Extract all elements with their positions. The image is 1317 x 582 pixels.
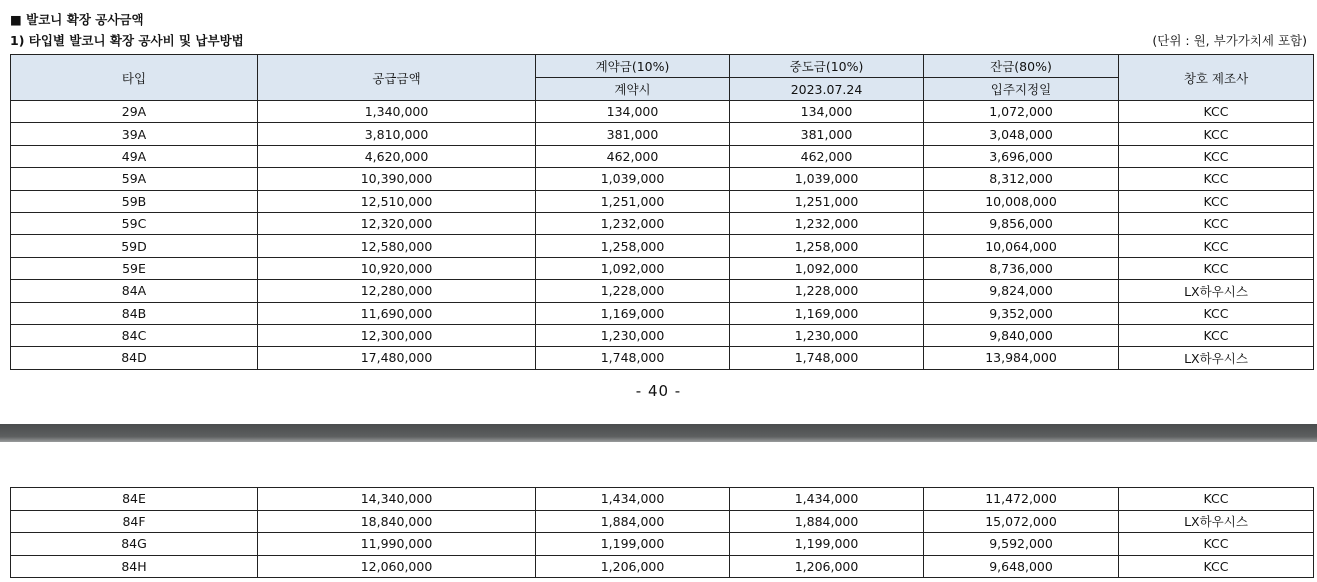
cell-maker: LX하우시스 — [1119, 510, 1314, 533]
cell-maker: KCC — [1119, 555, 1314, 578]
cell-contract: 1,199,000 — [536, 533, 730, 556]
cell-contract: 1,258,000 — [536, 235, 730, 257]
cell-balance: 11,472,000 — [924, 488, 1119, 511]
unit-note: (단위 : 원, 부가가치세 포함) — [1152, 33, 1307, 48]
cell-maker: LX하우시스 — [1119, 347, 1314, 369]
cell-middle: 1,169,000 — [730, 302, 924, 324]
header-contract-sub: 계약시 — [536, 78, 730, 101]
cell-balance: 9,824,000 — [924, 280, 1119, 302]
cell-type: 59E — [11, 257, 258, 279]
header-balance-sub: 입주지정일 — [924, 78, 1119, 101]
page-number: - 40 - — [635, 382, 682, 400]
cell-maker: KCC — [1119, 257, 1314, 279]
cell-maker: KCC — [1119, 324, 1314, 346]
cell-contract: 1,092,000 — [536, 257, 730, 279]
header-contract: 계약금(10%) — [536, 55, 730, 78]
cell-maker: KCC — [1119, 533, 1314, 556]
cell-middle: 1,230,000 — [730, 324, 924, 346]
cell-middle: 462,000 — [730, 145, 924, 167]
cell-supply: 4,620,000 — [258, 145, 536, 167]
cell-supply: 10,390,000 — [258, 168, 536, 190]
cell-middle: 1,258,000 — [730, 235, 924, 257]
header-supply: 공급금액 — [258, 55, 536, 101]
cell-supply: 1,340,000 — [258, 101, 536, 123]
cell-contract: 1,206,000 — [536, 555, 730, 578]
cell-balance: 9,856,000 — [924, 212, 1119, 234]
cell-middle: 1,251,000 — [730, 190, 924, 212]
cell-contract: 1,434,000 — [536, 488, 730, 511]
cell-middle: 1,039,000 — [730, 168, 924, 190]
cell-supply: 12,060,000 — [258, 555, 536, 578]
table-body-continued — [11, 488, 1314, 578]
table-body — [11, 101, 1314, 370]
cell-contract: 381,000 — [536, 123, 730, 145]
table-header — [11, 55, 1314, 101]
cell-type: 84H — [11, 555, 258, 578]
cell-balance: 8,312,000 — [924, 168, 1119, 190]
table-row — [11, 488, 1314, 511]
table-row — [11, 168, 1314, 190]
table-row — [11, 101, 1314, 123]
table-row — [11, 510, 1314, 533]
cell-middle: 134,000 — [730, 101, 924, 123]
cell-type: 84B — [11, 302, 258, 324]
table-row — [11, 324, 1314, 346]
cell-contract: 1,232,000 — [536, 212, 730, 234]
cell-contract: 462,000 — [536, 145, 730, 167]
cell-maker: KCC — [1119, 123, 1314, 145]
cell-supply: 12,300,000 — [258, 324, 536, 346]
cell-middle: 1,199,000 — [730, 533, 924, 556]
cell-balance: 9,840,000 — [924, 324, 1119, 346]
cell-balance: 15,072,000 — [924, 510, 1119, 533]
cell-balance: 9,352,000 — [924, 302, 1119, 324]
cell-balance: 8,736,000 — [924, 257, 1119, 279]
cell-supply: 17,480,000 — [258, 347, 536, 369]
page-divider — [0, 424, 1317, 442]
cell-type: 59C — [11, 212, 258, 234]
cell-balance: 10,064,000 — [924, 235, 1119, 257]
table-row — [11, 555, 1314, 578]
table-row — [11, 302, 1314, 324]
cell-middle: 1,884,000 — [730, 510, 924, 533]
cell-maker: KCC — [1119, 235, 1314, 257]
cell-maker: KCC — [1119, 488, 1314, 511]
cell-balance: 10,008,000 — [924, 190, 1119, 212]
cell-supply: 3,810,000 — [258, 123, 536, 145]
cell-contract: 1,230,000 — [536, 324, 730, 346]
cell-supply: 11,990,000 — [258, 533, 536, 556]
cell-balance: 9,592,000 — [924, 533, 1119, 556]
cell-contract: 134,000 — [536, 101, 730, 123]
cell-type: 84G — [11, 533, 258, 556]
table-row — [11, 235, 1314, 257]
table-row — [11, 280, 1314, 302]
header-balance: 잔금(80%) — [924, 55, 1119, 78]
cell-supply: 18,840,000 — [258, 510, 536, 533]
cell-maker: KCC — [1119, 302, 1314, 324]
cell-balance: 1,072,000 — [924, 101, 1119, 123]
cell-middle: 1,748,000 — [730, 347, 924, 369]
cell-type: 59D — [11, 235, 258, 257]
cell-type: 39A — [11, 123, 258, 145]
table-row — [11, 212, 1314, 234]
cell-middle: 1,228,000 — [730, 280, 924, 302]
cell-supply: 14,340,000 — [258, 488, 536, 511]
cell-supply: 12,320,000 — [258, 212, 536, 234]
cell-middle: 381,000 — [730, 123, 924, 145]
header-middle-sub: 2023.07.24 — [730, 78, 924, 101]
cell-contract: 1,169,000 — [536, 302, 730, 324]
section-title: ■ 발코니 확장 공사금액 — [10, 12, 144, 27]
table-row — [11, 190, 1314, 212]
cell-contract: 1,748,000 — [536, 347, 730, 369]
cell-balance: 3,048,000 — [924, 123, 1119, 145]
cell-maker: KCC — [1119, 101, 1314, 123]
table-row — [11, 347, 1314, 369]
cell-balance: 9,648,000 — [924, 555, 1119, 578]
cell-balance: 3,696,000 — [924, 145, 1119, 167]
cell-contract: 1,039,000 — [536, 168, 730, 190]
cell-contract: 1,228,000 — [536, 280, 730, 302]
cell-middle: 1,092,000 — [730, 257, 924, 279]
cell-maker: KCC — [1119, 190, 1314, 212]
cell-type: 84E — [11, 488, 258, 511]
cell-contract: 1,884,000 — [536, 510, 730, 533]
cell-type: 84C — [11, 324, 258, 346]
sub-title: 1) 타입별 발코니 확장 공사비 및 납부방법 — [10, 33, 244, 48]
cell-maker: KCC — [1119, 168, 1314, 190]
cell-type: 59A — [11, 168, 258, 190]
header-type: 타입 — [11, 55, 258, 101]
cell-contract: 1,251,000 — [536, 190, 730, 212]
cell-middle: 1,206,000 — [730, 555, 924, 578]
cell-type: 84D — [11, 347, 258, 369]
cell-type: 84A — [11, 280, 258, 302]
cell-type: 59B — [11, 190, 258, 212]
cell-type: 29A — [11, 101, 258, 123]
cell-type: 84F — [11, 510, 258, 533]
cell-middle: 1,434,000 — [730, 488, 924, 511]
cell-maker: KCC — [1119, 145, 1314, 167]
cell-supply: 11,690,000 — [258, 302, 536, 324]
cell-supply: 12,580,000 — [258, 235, 536, 257]
cell-supply: 12,510,000 — [258, 190, 536, 212]
cell-supply: 12,280,000 — [258, 280, 536, 302]
cell-balance: 13,984,000 — [924, 347, 1119, 369]
header-middle: 중도금(10%) — [730, 55, 924, 78]
table-row — [11, 123, 1314, 145]
cell-middle: 1,232,000 — [730, 212, 924, 234]
table-row — [11, 533, 1314, 556]
table-row — [11, 257, 1314, 279]
cell-type: 49A — [11, 145, 258, 167]
table-row — [11, 145, 1314, 167]
header-maker: 창호 제조사 — [1119, 55, 1314, 101]
balcony-cost-table — [10, 54, 1314, 370]
cell-maker: KCC — [1119, 212, 1314, 234]
balcony-cost-table-continued — [10, 487, 1314, 578]
cell-supply: 10,920,000 — [258, 257, 536, 279]
cell-maker: LX하우시스 — [1119, 280, 1314, 302]
